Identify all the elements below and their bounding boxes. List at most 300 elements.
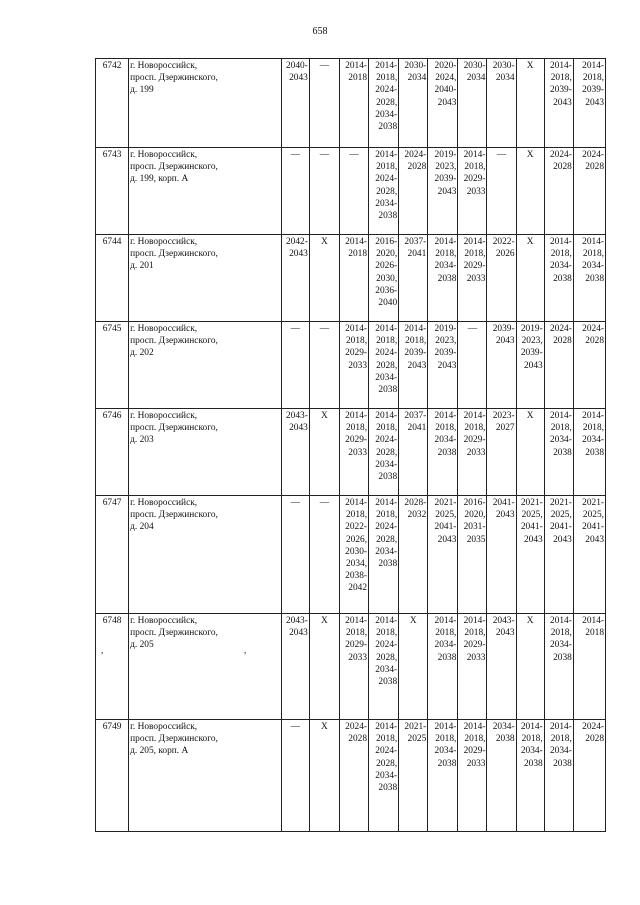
period-line: 2034-: [375, 372, 398, 383]
period-line: 2034-: [434, 640, 457, 651]
period-line: 2028,: [376, 360, 398, 371]
period-cell: [544, 322, 573, 409]
period-line: 2037-: [404, 237, 427, 247]
address-line: просп. Дзержинского,: [130, 510, 218, 521]
address-cell: [129, 235, 282, 322]
period-cell: [573, 235, 605, 322]
period-line: 2024-: [549, 324, 572, 334]
period-line: 2024-: [375, 522, 398, 533]
period-line: 2019-: [434, 324, 457, 334]
period-line: 2021-: [549, 498, 572, 508]
period-line: 2018,: [376, 734, 398, 745]
period-line: 2034-: [549, 640, 572, 651]
period-cell: [369, 496, 399, 614]
period-line: 2028: [585, 734, 604, 745]
period-line: 2039-: [492, 324, 515, 334]
address-line: г. Новороссийск,: [130, 411, 198, 421]
period-line: 2018,: [435, 734, 457, 745]
period-line: 2034-: [375, 198, 398, 209]
period-cell: [458, 322, 487, 409]
period-line: 2039-: [582, 85, 604, 96]
period-line: 2024-: [375, 348, 398, 359]
address-line: г. Новороссийск,: [130, 722, 198, 732]
period-line: 2037-: [404, 411, 427, 421]
period-line: 2028: [553, 162, 572, 173]
period-line: 2038: [378, 211, 398, 222]
period-cell: [544, 720, 573, 832]
margin-mark: ,: [101, 645, 104, 655]
period-line: 2020,: [376, 249, 398, 260]
period-cell: [573, 720, 605, 832]
period-cell: [487, 148, 516, 235]
period-line: 2034-: [375, 109, 398, 120]
period-cell: [339, 720, 368, 832]
period-cell: [544, 496, 573, 614]
period-line: 2025,: [521, 510, 543, 521]
period-line: 2042-: [285, 237, 308, 247]
period-line: 2043: [523, 534, 543, 545]
period-line: 2018,: [550, 628, 572, 639]
period-line: 2030-: [492, 61, 515, 71]
period-line: 2020-: [434, 61, 457, 71]
address-line: г. Новороссийск,: [130, 616, 198, 626]
period-line: —: [290, 722, 300, 732]
period-line: 2034-: [582, 261, 604, 272]
period-line: 2033: [466, 758, 486, 769]
period-line: 2025: [407, 734, 427, 745]
table-row: [96, 322, 606, 409]
address-line: д. 205: [130, 640, 154, 651]
period-line: 2023,: [521, 336, 543, 347]
period-line: X: [320, 237, 328, 247]
period-line: 2018,: [376, 162, 398, 173]
period-line: 2018,: [464, 734, 486, 745]
period-line: —: [290, 498, 300, 508]
period-line: 2018,: [550, 73, 572, 84]
period-line: 2019-: [520, 324, 543, 334]
period-line: 2014-: [375, 61, 398, 71]
period-cell: [573, 409, 605, 496]
period-line: 2038: [553, 273, 572, 284]
period-cell: [428, 720, 458, 832]
row-number: 6748: [96, 614, 129, 720]
period-cell: [428, 59, 458, 148]
period-cell: [544, 409, 573, 496]
period-line: 2024,: [435, 73, 457, 84]
period-line: 2028: [553, 336, 572, 347]
period-cell: [458, 235, 487, 322]
period-line: 2029-: [463, 435, 486, 446]
period-line: 2043: [495, 628, 515, 639]
period-line: 2014-: [375, 150, 398, 160]
period-line: 2034-: [434, 435, 457, 446]
period-line: 2018,: [464, 628, 486, 639]
period-line: 2020,: [464, 510, 486, 521]
period-cell: [458, 720, 487, 832]
period-cell: [428, 614, 458, 720]
period-line: 2030-: [404, 61, 427, 71]
address-line: д. 201: [130, 261, 154, 272]
period-cell: [339, 614, 368, 720]
period-line: 2018,: [435, 423, 457, 434]
period-line: 2034-: [520, 746, 543, 757]
period-line: 2019-: [434, 150, 457, 160]
period-line: 2043: [437, 534, 457, 545]
period-line: 2034,: [345, 559, 368, 570]
period-cell: [573, 322, 605, 409]
period-line: X: [320, 411, 328, 421]
period-line: 2038: [437, 652, 457, 663]
period-line: X: [320, 616, 328, 626]
period-line: X: [526, 150, 534, 160]
period-line: 2033: [466, 652, 486, 663]
period-line: 2018: [348, 249, 368, 260]
period-line: 2029-: [345, 348, 368, 359]
period-cell: [309, 496, 339, 614]
period-line: 2028,: [376, 652, 398, 663]
period-line: 2038: [553, 758, 572, 769]
period-line: 2043: [437, 360, 457, 371]
row-number: 6747: [96, 496, 129, 614]
period-line: 2038-: [345, 571, 368, 582]
period-cell: [487, 614, 516, 720]
period-line: 2024-: [582, 722, 604, 732]
period-cell: [339, 59, 368, 148]
period-cell: [573, 614, 605, 720]
period-line: 2033: [348, 447, 368, 458]
period-line: 2022-: [492, 237, 515, 247]
period-line: 2014-: [582, 411, 604, 421]
address-cell: [129, 59, 282, 148]
period-line: 2038: [378, 559, 398, 570]
period-line: 2035: [466, 534, 486, 545]
period-line: 2014-: [345, 324, 368, 334]
period-cell: [369, 720, 399, 832]
table-row: [96, 59, 606, 148]
period-line: 2034-: [375, 546, 398, 557]
address-line: просп. Дзержинского,: [130, 423, 218, 434]
period-line: 2041: [407, 423, 427, 434]
period-cell: [544, 59, 573, 148]
period-line: 2018,: [376, 336, 398, 347]
period-line: 2014-: [375, 324, 398, 334]
address-line: просп. Дзержинского,: [130, 249, 218, 260]
period-cell: [369, 409, 399, 496]
period-line: 2024-: [345, 722, 368, 732]
period-cell: [487, 496, 516, 614]
period-line: 2018,: [376, 628, 398, 639]
address-line: г. Новороссийск,: [130, 61, 198, 71]
period-cell: [428, 322, 458, 409]
period-cell: [516, 235, 544, 322]
period-line: 2038: [495, 734, 515, 745]
period-line: 2014-: [582, 237, 604, 247]
period-cell: [399, 235, 428, 322]
address-line: г. Новороссийск,: [130, 498, 198, 508]
period-cell: [544, 614, 573, 720]
period-line: 2014-: [434, 237, 457, 247]
period-line: 2014-: [463, 237, 486, 247]
period-line: 2024-: [375, 174, 398, 185]
period-line: 2034-: [582, 435, 604, 446]
period-line: 2043: [289, 423, 308, 434]
period-line: 2034: [466, 73, 486, 84]
address-line: г. Новороссийск,: [130, 324, 198, 334]
period-cell: [309, 614, 339, 720]
period-line: 2043: [585, 97, 604, 108]
row-number: 6749: [96, 720, 129, 832]
period-line: 2026: [495, 249, 515, 260]
period-cell: [487, 409, 516, 496]
period-line: —: [319, 324, 330, 334]
period-cell: [458, 409, 487, 496]
period-cell: [399, 409, 428, 496]
period-line: 2014-: [345, 61, 368, 71]
period-cell: [399, 59, 428, 148]
table-row: [96, 148, 606, 235]
period-cell: [458, 148, 487, 235]
period-line: 2043-: [285, 616, 308, 626]
period-line: 2018,: [464, 249, 486, 260]
period-line: 2018,: [435, 628, 457, 639]
period-line: 2033: [348, 360, 368, 371]
period-line: 2030-: [463, 61, 486, 71]
schedule-table: [95, 58, 606, 832]
period-line: 2021-: [434, 498, 457, 508]
address-line: просп. Дзержинского,: [130, 628, 218, 639]
period-line: 2021-: [520, 498, 543, 508]
period-line: 2038: [378, 385, 398, 396]
period-line: 2014-: [434, 411, 457, 421]
period-line: 2028,: [376, 534, 398, 545]
period-line: 2014-: [549, 616, 572, 626]
period-line: 2014-: [463, 722, 486, 732]
period-line: 2014-: [520, 722, 543, 732]
period-cell: [281, 148, 309, 235]
period-line: 2034-: [434, 261, 457, 272]
period-line: 2029-: [463, 174, 486, 185]
period-line: X: [409, 616, 417, 626]
period-line: 2029-: [345, 435, 368, 446]
period-line: 2029-: [463, 640, 486, 651]
period-line: 2042: [348, 583, 368, 594]
period-cell: [516, 409, 544, 496]
period-line: 2040-: [285, 61, 308, 71]
period-line: 2018: [348, 73, 368, 84]
period-line: 2028,: [376, 758, 398, 769]
period-line: 2028,: [376, 186, 398, 197]
period-line: 2023,: [435, 162, 457, 173]
period-line: 2024-: [375, 85, 398, 96]
row-number: 6742: [96, 59, 129, 148]
table-row: [96, 496, 606, 614]
address-cell: [129, 496, 282, 614]
period-line: 2018,: [376, 423, 398, 434]
period-line: 2028: [585, 162, 604, 173]
period-line: 2014-: [375, 722, 398, 732]
period-line: 2014-: [345, 237, 368, 247]
period-line: 2014-: [549, 237, 572, 247]
period-line: 2043: [495, 510, 515, 521]
period-line: —: [319, 150, 330, 160]
period-line: 2033: [466, 273, 486, 284]
period-line: 2041-: [492, 498, 515, 508]
period-cell: [399, 322, 428, 409]
period-cell: [281, 59, 309, 148]
period-line: 2018,: [405, 336, 427, 347]
address-line: д. 204: [130, 522, 154, 533]
table-row: [96, 235, 606, 322]
period-cell: [428, 235, 458, 322]
address-line: просп. Дзержинского,: [130, 73, 218, 84]
period-line: 2039-: [434, 348, 457, 359]
period-line: 2032: [407, 510, 427, 521]
period-cell: [369, 148, 399, 235]
period-line: 2018,: [376, 73, 398, 84]
period-line: 2041: [407, 249, 427, 260]
period-cell: [544, 235, 573, 322]
period-line: 2033: [466, 447, 486, 458]
period-line: X: [526, 237, 534, 247]
period-line: 2029-: [463, 746, 486, 757]
period-line: —: [319, 61, 330, 71]
period-cell: [544, 148, 573, 235]
period-cell: [458, 496, 487, 614]
period-cell: [281, 614, 309, 720]
period-line: 2014-: [582, 61, 604, 71]
period-line: 2024-: [375, 435, 398, 446]
period-line: 2014-: [434, 616, 457, 626]
period-cell: [428, 148, 458, 235]
period-cell: [399, 720, 428, 832]
row-number: 6744: [96, 235, 129, 322]
period-line: 2034-: [375, 459, 398, 470]
table-row: [96, 720, 606, 832]
period-line: 2038: [378, 122, 398, 133]
row-number: 6743: [96, 148, 129, 235]
period-line: 2018,: [550, 423, 572, 434]
period-line: 2038: [585, 273, 604, 284]
period-line: 2018,: [345, 336, 368, 347]
period-line: 2018,: [582, 249, 604, 260]
period-line: 2014-: [434, 722, 457, 732]
period-line: 2028,: [376, 97, 398, 108]
period-line: 2024-: [549, 150, 572, 160]
period-line: —: [290, 324, 300, 334]
period-line: 2034-: [375, 770, 398, 781]
period-cell: [573, 148, 605, 235]
address-line: просп. Дзержинского,: [130, 162, 218, 173]
period-cell: [573, 496, 605, 614]
period-line: 2033: [466, 186, 486, 197]
period-cell: [281, 496, 309, 614]
period-line: 2018,: [345, 628, 368, 639]
period-cell: [487, 59, 516, 148]
period-line: 2018,: [464, 423, 486, 434]
period-cell: [458, 614, 487, 720]
period-cell: [516, 59, 544, 148]
period-line: 2024-: [375, 640, 398, 651]
period-line: 2038: [437, 758, 457, 769]
period-cell: [339, 148, 368, 235]
period-cell: [399, 148, 428, 235]
period-cell: [516, 720, 544, 832]
period-line: 2016-: [463, 498, 486, 508]
period-line: 2033: [348, 652, 368, 663]
period-cell: [309, 720, 339, 832]
period-line: 2027: [495, 423, 515, 434]
period-cell: [309, 59, 339, 148]
address-line: просп. Дзержинского,: [130, 734, 218, 745]
period-line: —: [290, 150, 300, 160]
page-number: 658: [312, 26, 328, 37]
period-line: 2014-: [375, 616, 398, 626]
period-line: 2039-: [549, 85, 572, 96]
period-line: 2031-: [463, 522, 486, 533]
period-line: 2038: [378, 783, 398, 794]
period-line: 2038: [437, 273, 457, 284]
period-cell: [399, 496, 428, 614]
period-line: 2041-: [549, 522, 572, 533]
address-cell: [129, 409, 282, 496]
period-line: 2018,: [376, 510, 398, 521]
period-line: 2024-: [404, 150, 427, 160]
period-cell: [281, 409, 309, 496]
period-line: 2014-: [463, 411, 486, 421]
period-line: 2018,: [464, 162, 486, 173]
period-line: 2036-: [375, 285, 398, 296]
period-line: 2039-: [434, 174, 457, 185]
period-cell: [428, 496, 458, 614]
period-line: 2018,: [345, 510, 368, 521]
period-line: —: [496, 150, 507, 160]
period-line: 2018,: [435, 249, 457, 260]
period-line: —: [467, 324, 478, 334]
period-line: 2014-: [463, 616, 486, 626]
period-cell: [399, 614, 428, 720]
period-line: 2043: [289, 249, 308, 260]
address-cell: [129, 322, 282, 409]
period-line: 2043: [553, 97, 572, 108]
period-line: 2028-: [404, 498, 427, 508]
period-line: 2043: [289, 73, 308, 84]
period-line: 2043: [585, 534, 604, 545]
period-line: 2043-: [285, 411, 308, 421]
period-cell: [516, 496, 544, 614]
address-line: г. Новороссийск,: [130, 237, 198, 247]
period-line: 2014-: [582, 616, 604, 626]
period-line: 2038: [585, 447, 604, 458]
period-line: —: [349, 150, 359, 160]
period-cell: [369, 59, 399, 148]
period-line: X: [526, 616, 534, 626]
period-line: 2043: [407, 360, 427, 371]
period-line: 2021-: [404, 722, 427, 732]
period-cell: [281, 322, 309, 409]
period-line: 2034-: [549, 261, 572, 272]
period-cell: [281, 235, 309, 322]
period-line: 2018,: [521, 734, 543, 745]
period-cell: [458, 59, 487, 148]
period-line: 2014-: [463, 150, 486, 160]
period-line: 2043: [289, 628, 308, 639]
period-line: 2024-: [582, 150, 604, 160]
period-line: X: [320, 722, 328, 732]
period-cell: [309, 409, 339, 496]
period-line: 2028,: [376, 447, 398, 458]
period-cell: [339, 496, 368, 614]
period-cell: [309, 148, 339, 235]
